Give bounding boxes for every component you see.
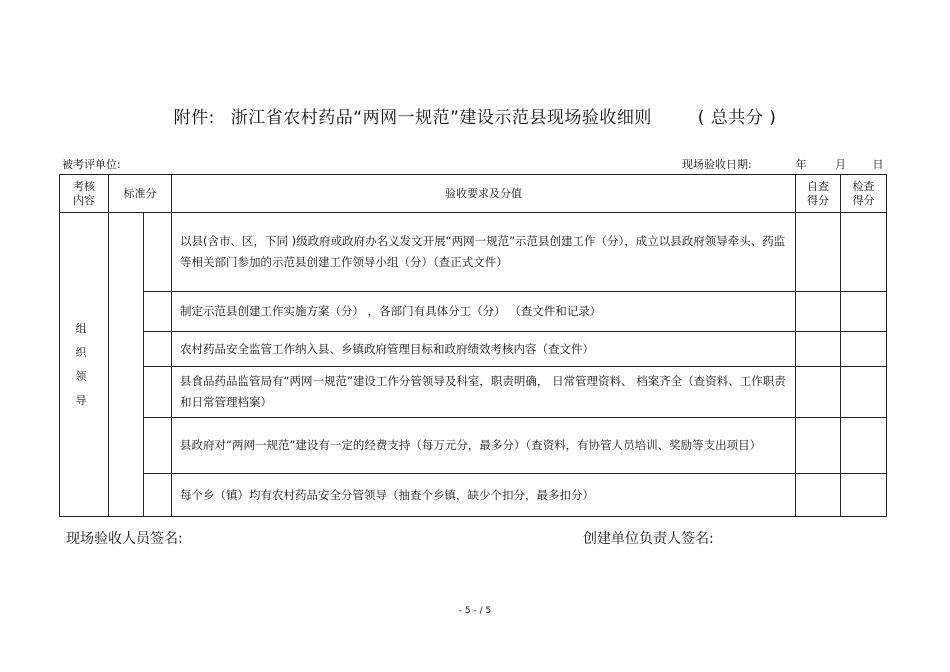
self-check-cell [796,418,841,474]
self-check-cell [796,367,841,418]
table-header-row [60,175,887,213]
self-check-cell [796,474,841,517]
date-month: 月 [835,158,846,171]
header-requirement: 验收要求及分值 [172,175,796,213]
date-day: 日 [872,158,884,171]
self-check-cell [796,292,841,332]
leader-signature-label: 创建单位负责人签名: [583,531,714,547]
table-row [60,292,887,332]
item-score-cell [144,474,172,517]
document-title [0,103,950,128]
standard-score-cell [109,213,144,517]
table-row [60,474,887,517]
date-year: 年 [795,158,807,171]
requirement-cell: 县食品药品监管局有“两网一规范”建设工作分管领导及科室，职责明确， 日常管理资料、 档案齐全（查资料、工作职责和日常管理档案） [172,367,796,418]
page-number: - 5 - / 5 [458,606,492,616]
inspect-cell [841,367,887,418]
item-score-cell [144,292,172,332]
header-standard-score: 标准分 [109,175,172,213]
requirement-cell: 以县(含市、区，下同 )级政府或政府办名义发文开展“两网一规范”示范县创建工作（分），成立以县政府领导牵头、药监等相关部门参加的示范县创建工作领导小组（分）（查正式文件） [172,213,796,292]
table-row [60,418,887,474]
inspection-date [682,156,892,172]
item-score-cell [144,213,172,292]
requirement-cell: 农村药品安全监管工作纳入县、乡镇政府管理目标和政府绩效考核内容（查文件） [172,332,796,367]
table-row [60,332,887,367]
acceptance-table [59,174,887,517]
item-score-cell [144,332,172,367]
table-row [60,213,887,292]
inspect-cell [841,292,887,332]
unit-label: 被考评单位: [62,158,121,171]
requirement-cell: 制定示范县创建工作实施方案（分） ，各部门有具体分工（分） （查文件和记录） [172,292,796,332]
header-content: 考核 内容 [60,175,109,213]
requirement-cell: 每个乡（镇）均有农村药品安全分管领导（抽查个乡镇，缺少个扣分，最多扣分） [172,474,796,517]
self-check-cell [796,332,841,367]
inspect-cell [841,213,887,292]
item-score-cell [144,367,172,418]
category-cell: 组 织 领 导 [60,213,109,517]
self-check-cell [796,213,841,292]
table-row [60,367,887,418]
title-prefix: 附件: [173,108,215,128]
title-score: ( 总共分 ) [697,108,777,128]
inspect-cell [841,332,887,367]
inspect-cell [841,474,887,517]
title-text: 浙江省农村药品“两网一规范”建设示范县现场验收细则 [230,108,652,128]
header-self-check: 自查 得分 [796,175,841,213]
inspect-cell [841,418,887,474]
header-inspect: 检查 得分 [841,175,887,213]
date-label: 现场验收日期: [682,158,752,171]
inspector-signature-label: 现场验收人员签名: [66,531,183,547]
requirement-cell: 县政府对“两网一规范”建设有一定的经费支持（每万元分，最多分）（查资料，有协管人员培训、奖励等支出项目） [172,418,796,474]
item-score-cell [144,418,172,474]
